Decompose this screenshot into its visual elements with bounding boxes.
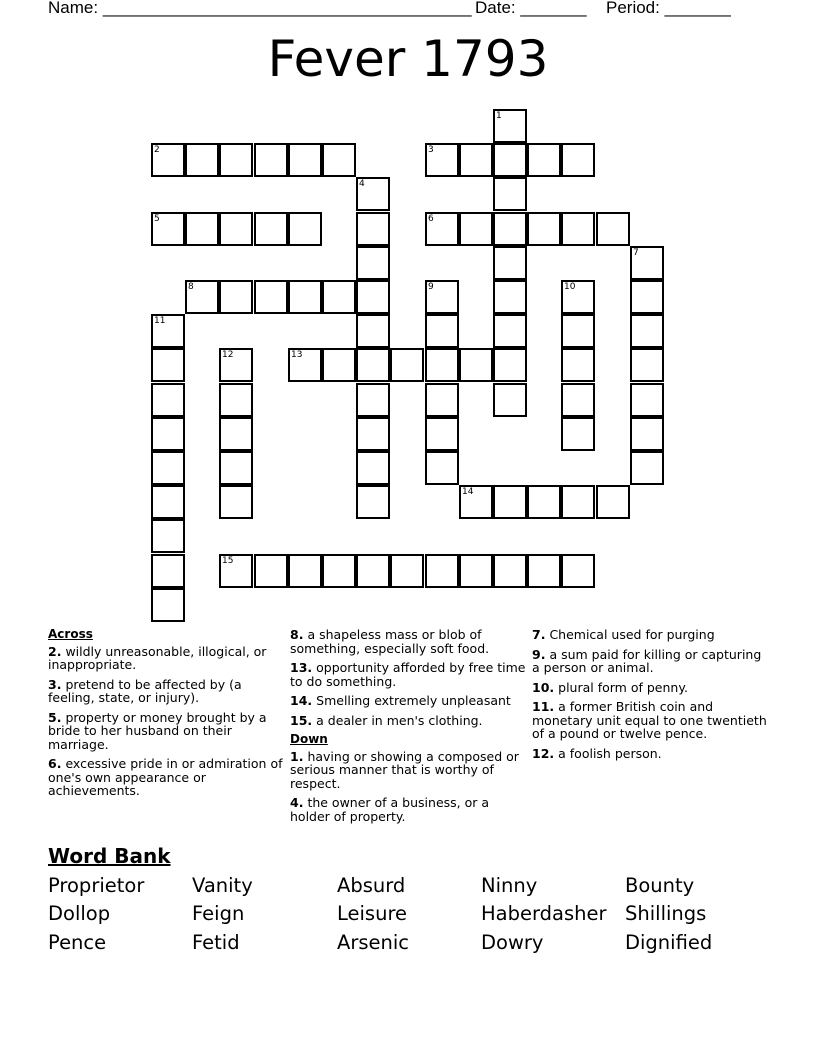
crossword-cell[interactable] <box>151 519 185 553</box>
crossword-cell[interactable] <box>493 280 527 314</box>
crossword-cell[interactable] <box>151 212 185 246</box>
crossword-cell[interactable] <box>151 485 185 519</box>
crossword-cell[interactable] <box>219 143 253 177</box>
crossword-cell[interactable] <box>219 485 253 519</box>
clue-down-12: 12. a foolish person. <box>532 745 662 761</box>
crossword-cell[interactable] <box>630 246 664 280</box>
name-line: _______________________________________ <box>102 0 472 17</box>
crossword-cell[interactable] <box>356 348 390 382</box>
crossword-cell[interactable] <box>151 143 185 177</box>
word-bank-item: Ninny <box>481 874 538 897</box>
crossword-cell[interactable] <box>356 554 390 588</box>
word-bank-item: Bounty <box>625 874 695 897</box>
crossword-cell[interactable] <box>493 177 527 211</box>
page-title: Fever 1793 <box>267 30 549 88</box>
crossword-cell[interactable] <box>185 280 219 314</box>
crossword-cell[interactable] <box>630 451 664 485</box>
crossword-cell[interactable] <box>493 348 527 382</box>
word-bank-item: Vanity <box>192 874 253 897</box>
crossword-cell[interactable] <box>561 417 595 451</box>
crossword-cell[interactable] <box>356 451 390 485</box>
crossword-cell[interactable] <box>356 177 390 211</box>
crossword-cell[interactable] <box>561 383 595 417</box>
word-bank-item: Feign <box>192 902 245 925</box>
crossword-cell[interactable] <box>219 417 253 451</box>
clues-column-2 <box>290 628 526 829</box>
clue-number: 12 <box>222 350 234 360</box>
clue-number: 15 <box>222 556 234 566</box>
clue-across-8: 8. a shapeless mass or blob of something, especially soft food. <box>290 627 490 656</box>
date-field <box>475 0 587 18</box>
crossword-cell[interactable] <box>493 485 527 519</box>
crossword-cell[interactable] <box>151 383 185 417</box>
clue-number: 4 <box>359 179 365 189</box>
clue-across-2: 2. wildly unreasonable, illogical, or inappropriate. <box>48 643 267 672</box>
crossword-cell[interactable] <box>425 143 459 177</box>
word-bank-item: Fetid <box>192 931 240 954</box>
name-label: Name: <box>48 0 99 17</box>
crossword-cell[interactable] <box>561 554 595 588</box>
crossword-cell[interactable] <box>630 417 664 451</box>
clue-number: 2 <box>154 145 160 155</box>
clue-down-11: 11. a former British coin and monetary unit equal to one twentieth of a pound or twelve pence. <box>532 699 767 741</box>
clues-column-3 <box>532 628 768 766</box>
clue-number: 6 <box>428 214 434 224</box>
crossword-cell[interactable] <box>254 554 288 588</box>
crossword-cell[interactable] <box>322 280 356 314</box>
clue-across-5: 5. property or money brought by a bride to her husband on their marriage. <box>48 709 267 752</box>
crossword-cell[interactable] <box>185 143 219 177</box>
crossword-cell[interactable] <box>356 485 390 519</box>
crossword-cell[interactable] <box>151 588 185 622</box>
period-line: _______ <box>664 0 731 17</box>
clue-across-13: 13. opportunity afforded by free time to do something. <box>290 660 526 689</box>
crossword-cell[interactable] <box>596 212 630 246</box>
crossword-cell[interactable] <box>356 383 390 417</box>
crossword-cell[interactable] <box>288 554 322 588</box>
clue-across-14: 14. Smelling extremely unpleasant <box>290 693 511 708</box>
down-heading: Down <box>290 732 328 746</box>
crossword-cell[interactable] <box>459 554 493 588</box>
crossword-cell[interactable] <box>425 212 459 246</box>
word-bank-item: Dollop <box>48 902 111 925</box>
crossword-cell[interactable] <box>493 246 527 280</box>
crossword-cell[interactable] <box>459 212 493 246</box>
word-bank-item: Proprietor <box>48 874 145 897</box>
crossword-cell[interactable] <box>356 246 390 280</box>
clue-across-6: 6. excessive pride in or admiration of one's own appearance or achievements. <box>48 756 283 798</box>
word-bank-item: Leisure <box>337 902 408 925</box>
crossword-cell[interactable] <box>425 451 459 485</box>
clue-number: 3 <box>428 145 434 155</box>
clue-number: 1 <box>496 111 502 121</box>
crossword-cell[interactable] <box>527 143 561 177</box>
crossword-cell[interactable] <box>527 554 561 588</box>
clue-down-7: 7. Chemical used for purging <box>532 627 715 642</box>
word-bank-item: Pence <box>48 931 107 954</box>
crossword-cell[interactable] <box>561 143 595 177</box>
crossword-cell[interactable] <box>493 383 527 417</box>
crossword-cell[interactable] <box>185 212 219 246</box>
crossword-cell[interactable] <box>254 143 288 177</box>
across-heading: Across <box>48 627 93 641</box>
crossword-cell[interactable] <box>425 554 459 588</box>
clue-number: 7 <box>633 248 639 258</box>
crossword-cell[interactable] <box>254 212 288 246</box>
crossword-cell[interactable] <box>527 212 561 246</box>
crossword-cell[interactable] <box>151 451 185 485</box>
crossword-cell[interactable] <box>561 314 595 348</box>
word-bank-item: Dowry <box>481 931 544 954</box>
crossword-cell[interactable] <box>322 348 356 382</box>
clue-number: 8 <box>188 282 194 292</box>
crossword-cell[interactable] <box>390 348 424 382</box>
crossword-cell[interactable] <box>322 554 356 588</box>
period-field <box>606 0 731 18</box>
crossword-cell[interactable] <box>561 485 595 519</box>
word-bank-item: Shillings <box>625 902 707 925</box>
crossword-cell[interactable] <box>356 314 390 348</box>
crossword-cell[interactable] <box>630 280 664 314</box>
crossword-cell[interactable] <box>493 554 527 588</box>
crossword-cell[interactable] <box>288 280 322 314</box>
crossword-cell[interactable] <box>322 143 356 177</box>
name-field <box>48 0 472 18</box>
date-label: Date: <box>475 0 516 17</box>
crossword-cell[interactable] <box>151 348 185 382</box>
crossword-cell[interactable] <box>356 212 390 246</box>
crossword-cell[interactable] <box>151 417 185 451</box>
crossword-cell[interactable] <box>596 485 630 519</box>
crossword-cell[interactable] <box>356 280 390 314</box>
clue-number: 9 <box>428 282 434 292</box>
crossword-cell[interactable] <box>151 554 185 588</box>
crossword-cell[interactable] <box>425 348 459 382</box>
crossword-cell[interactable] <box>493 109 527 143</box>
word-bank-item: Arsenic <box>337 931 410 954</box>
clue-number: 11 <box>154 316 166 326</box>
word-bank-item: Haberdasher <box>481 902 607 925</box>
crossword-cell[interactable] <box>425 314 459 348</box>
period-label: Period: <box>606 0 660 17</box>
crossword-cell[interactable] <box>219 554 253 588</box>
crossword-cell[interactable] <box>288 212 322 246</box>
crossword-cell[interactable] <box>219 348 253 382</box>
crossword-cell[interactable] <box>219 383 253 417</box>
crossword-cell[interactable] <box>254 280 288 314</box>
clue-down-4: 4. the owner of a business, or a holder of property. <box>290 795 490 824</box>
word-bank-item: Absurd <box>337 874 406 897</box>
crossword-cell[interactable] <box>493 143 527 177</box>
crossword-cell[interactable] <box>151 314 185 348</box>
clue-number: 5 <box>154 214 160 224</box>
crossword-cell[interactable] <box>459 348 493 382</box>
crossword-cell[interactable] <box>288 143 322 177</box>
clue-number: 10 <box>564 282 576 292</box>
crossword-cell[interactable] <box>493 314 527 348</box>
crossword-cell[interactable] <box>288 348 322 382</box>
crossword-cell[interactable] <box>630 383 664 417</box>
crossword-cell[interactable] <box>630 348 664 382</box>
clue-down-9: 9. a sum paid for killing or capturing a person or animal. <box>532 646 762 675</box>
clues-column-1 <box>48 628 284 804</box>
clue-down-10: 10. plural form of penny. <box>532 679 688 695</box>
crossword-cell[interactable] <box>493 212 527 246</box>
crossword-cell[interactable] <box>219 451 253 485</box>
word-bank-title: Word Bank <box>48 844 171 868</box>
crossword-cell[interactable] <box>527 485 561 519</box>
clue-number: 14 <box>462 487 474 497</box>
crossword-cell[interactable] <box>425 280 459 314</box>
word-bank-item: Dignified <box>625 931 713 954</box>
clue-across-3: 3. pretend to be affected by (a feeling, state, or injury). <box>48 676 242 705</box>
crossword-cell[interactable] <box>425 417 459 451</box>
crossword-cell[interactable] <box>219 212 253 246</box>
crossword-cell[interactable] <box>561 348 595 382</box>
clue-across-15: 15. a dealer in men's clothing. <box>290 712 483 728</box>
crossword-cell[interactable] <box>561 212 595 246</box>
crossword-cell[interactable] <box>390 554 424 588</box>
date-line: _______ <box>520 0 587 17</box>
clue-down-1: 1. having or showing a composed or serious manner that is worthy of respect. <box>290 748 519 791</box>
crossword-cell[interactable] <box>459 143 493 177</box>
crossword-cell[interactable] <box>425 383 459 417</box>
crossword-cell[interactable] <box>561 280 595 314</box>
crossword-cell[interactable] <box>630 314 664 348</box>
crossword-cell[interactable] <box>459 485 493 519</box>
crossword-cell[interactable] <box>356 417 390 451</box>
crossword-cell[interactable] <box>219 280 253 314</box>
clue-number: 13 <box>291 350 303 360</box>
